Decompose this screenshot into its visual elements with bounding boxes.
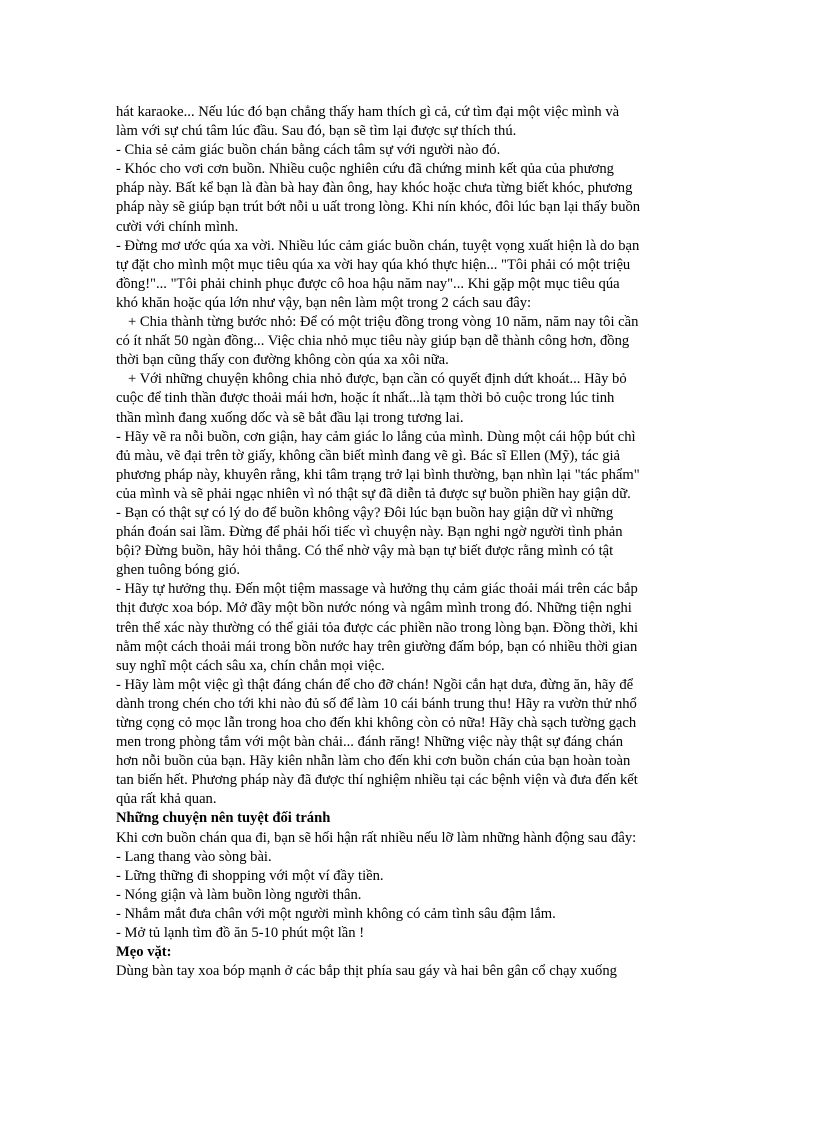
text-line: Dùng bàn tay xoa bóp mạnh ở các bắp thịt phía sau gáy và hai bên gân cổ chạy xuống [116,963,617,980]
text-line: làm với sự chú tâm lúc đầu. Sau đó, bạn sẽ tìm lại được sự thích thú. [116,123,517,140]
text-line: - Hãy tự hưởng thụ. Đến một tiệm massage và hưởng thụ cảm giác thoải mái trên các bắp [116,581,638,598]
text-line: cười với chính mình. [116,218,239,235]
text-line: hát karaoke... Nếu lúc đó bạn chẳng thấy ham thích gì cả, cứ tìm đại một việc mình và [116,104,620,120]
text-line: - Lang thang vào sòng bài. [116,848,272,865]
text-line: Khi cơn buồn chán qua đi, bạn sẽ hối hận rất nhiều nếu lỡ làm những hành động sau đây: [116,829,637,846]
text-line: cuộc để tinh thần được thoải mái hơn, hoặc ít nhất...là tạm thời bỏ cuộc trong lúc tinh [116,390,615,407]
text-line: hơn nỗi buồn của bạn. Hãy kiên nhẫn làm cho đến khi cơn buồn chán của bạn hoàn toàn [116,753,631,770]
section-heading: Mẹo vặt: [116,944,172,961]
text-line: + Chia thành từng bước nhỏ: Để có một triệu đồng trong vòng 10 năm, năm nay tôi cần [128,314,639,331]
text-line: nằm một cách thoải mái trong bồn nước hay trên giường đấm bóp, bạn có nhiều thời gian [116,638,638,655]
text-line: - Nóng giận và làm buồn lòng người thân. [116,886,362,903]
text-line: phán đoán sai lầm. Đừng để phải hối tiếc vì chuyện này. Bạn nghi ngờ người tình phản [116,524,623,541]
text-line: pháp này sẽ giúp bạn trút bớt nỗi u uất trong lòng. Khi nín khóc, đôi lúc bạn lại thấy buồn [116,199,641,216]
text-line: qủa rất khả quan. [116,791,217,808]
text-line: - Hãy vẽ ra nỗi buồn, cơn giận, hay cảm giác lo lắng của mình. Dùng một cái hộp bút chì [116,428,636,445]
text-line: thần mình đang xuống dốc và sẽ bắt đầu lại trong tương lai. [116,409,464,426]
text-line: thịt được xoa bóp. Mở đầy một bồn nước nóng và ngâm mình trong đó. Những tiện nghi [116,600,632,617]
text-line: pháp này. Bất kể bạn là đàn bà hay đàn ông, hay khóc hoặc chưa từng biết khóc, phương [116,180,633,197]
text-line: phương pháp này, khuyên rằng, khi tâm trạng trở lại bình thường, bạn nhìn lại "tác phẩm" [116,466,640,483]
text-line: có ít nhất 50 ngàn đồng... Việc chia nhỏ mục tiêu này giúp bạn dễ thành công hơn, đồng [116,333,630,350]
text-line: từng cọng cỏ mọc lẫn trong hoa cho đến khi không còn cỏ nữa! Hãy chà sạch tường gạch [116,715,637,731]
text-line: trên thể xác này thường có thể giải tỏa được các phiền não trong lòng bạn. Đồng thời, khi [116,619,639,636]
text-line: - Nhắm mắt đưa chân với một người mình không có cảm tình sâu đậm lắm. [116,905,556,922]
text-line: - Đừng mơ ước qúa xa vời. Nhiều lúc cảm giác buồn chán, tuyệt vọng xuất hiện là do bạn [116,237,640,254]
document-body [116,103,706,981]
text-line: suy nghĩ một cách sâu xa, chín chắn mọi việc. [116,657,385,674]
text-line: thời bạn cũng thấy con đường không còn qúa xa xôi nữa. [116,352,449,369]
text-line: bội? Đừng buồn, hãy hỏi thẳng. Có thể nhờ vậy mà bạn tự biết được rằng mình có tật [116,543,614,560]
text-line: khó khăn hoặc qúa lớn như vậy, bạn nên làm một trong 2 cách sau đây: [116,294,532,311]
text-line: + Với những chuyện không chia nhỏ được, bạn cần có quyết định dứt khoát... Hãy bỏ [128,371,627,388]
section-heading: Những chuyện nên tuyệt đối tránh [116,810,331,827]
text-line: đồng!"... "Tôi phải chinh phục được cô hoa hậu năm nay"... Khi gặp một mục tiêu qúa [116,275,620,292]
text-line: của mình và sẽ phải ngạc nhiên vì nó thật sự đã diễn tả được sự buồn phiền hay giận dữ. [116,485,631,502]
text-line: tự đặt cho mình một mục tiêu qúa xa vời hay qúa khó thực hiện... "Tôi phải có một triệu [116,256,631,273]
text-line: ghen tuông bóng gió. [116,562,241,579]
text-line: - Chia sẻ cảm giác buồn chán bằng cách tâm sự với người nào đó. [116,142,501,159]
text-line: dành trong chén cho tới khi nào đủ số để làm 10 cái bánh trung thu! Hãy ra vườn thử nhổ [116,695,637,712]
text-line: - Lững thững đi shopping với một ví đầy tiền. [116,867,384,884]
text-line: đủ màu, vẽ đại trên tờ giấy, không cần biết mình đang vẽ gì. Bác sĩ Ellen (Mỹ), tác giả [116,447,621,464]
text-line: men trong phòng tắm với một bàn chải... đánh răng! Những việc này thật sự đáng chán [116,734,624,751]
text-line: tan biến hết. Phương pháp này đã được thí nghiệm nhiều tại các bệnh viện và đưa đến kết [116,772,638,789]
text-line: - Mở tủ lạnh tìm đồ ăn 5-10 phút một lần ! [116,925,365,942]
text-line: - Hãy làm một việc gì thật đáng chán để cho đỡ chán! Ngồi cắn hạt dưa, đừng ăn, hãy để [116,676,634,693]
text-line: - Bạn có thật sự có lý do để buồn không vậy? Đôi lúc bạn buồn hay giận dữ vì những [116,504,614,521]
text-line: - Khóc cho vơi cơn buồn. Nhiều cuộc nghiên cứu đã chứng minh kết qủa của phương [116,161,614,178]
